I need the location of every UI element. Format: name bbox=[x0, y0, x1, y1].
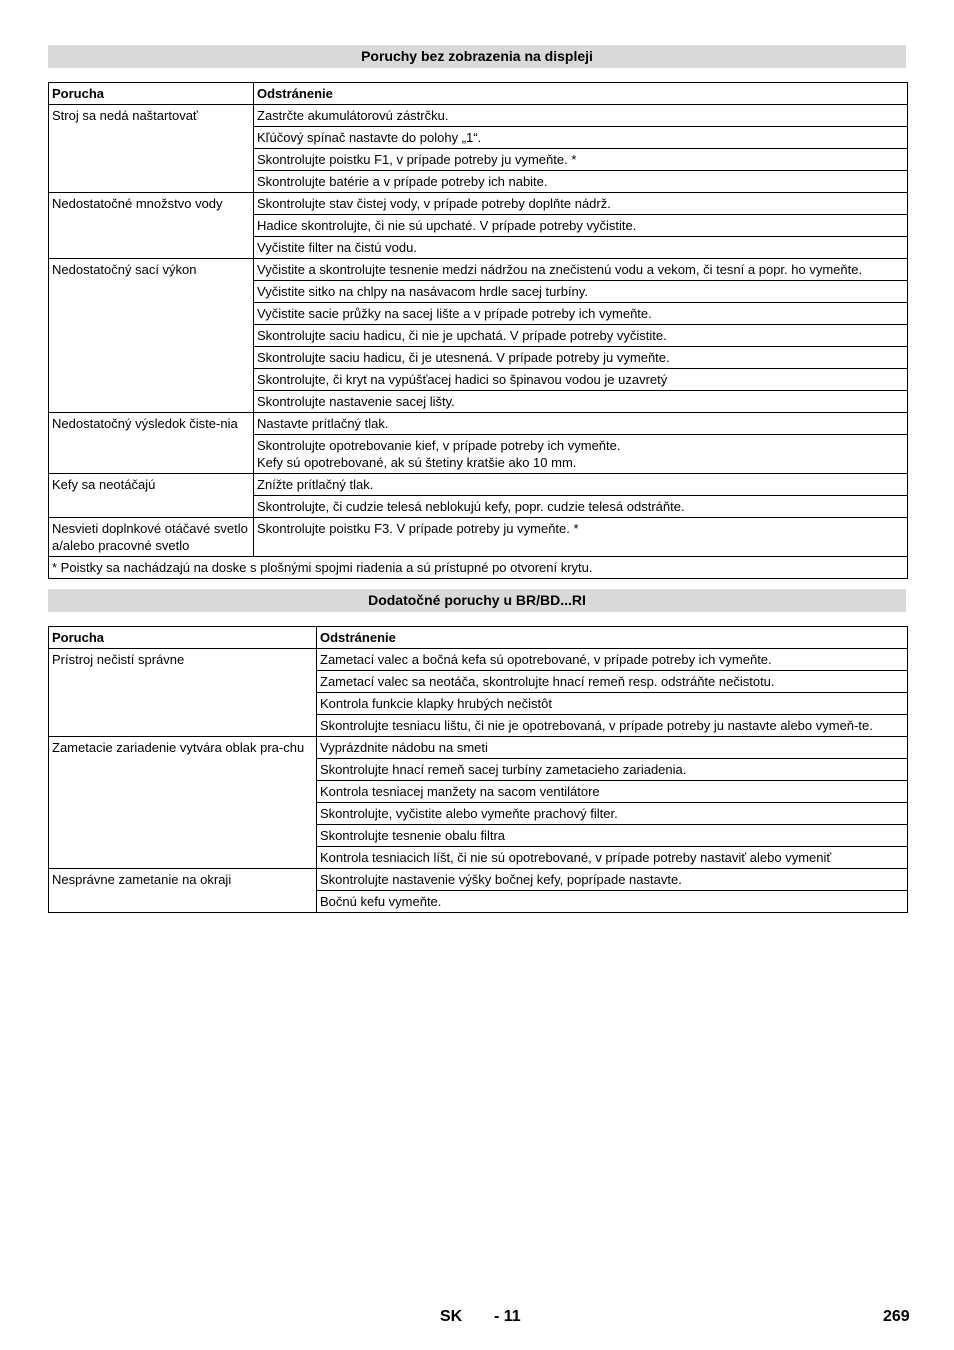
remedy-cell: Skontrolujte tesnenie obalu filtra bbox=[317, 825, 908, 847]
footer-page-number: 269 bbox=[883, 1308, 910, 1325]
remedy-cell: Kontrola funkcie klapky hrubých nečistôt bbox=[317, 693, 908, 715]
remedy-cell: Skontrolujte, či kryt na vypúšťacej hadici so špinavou vodou je uzavretý bbox=[254, 369, 908, 391]
section-title-additional-faults: Dodatočné poruchy u BR/BD...RI bbox=[48, 589, 906, 612]
remedy-cell: Skontrolujte, či cudzie telesá neblokujú kefy, popr. cudzie telesá odstráňte. bbox=[254, 496, 908, 518]
table-row bbox=[49, 869, 908, 891]
remedy-cell: Vyčistite sitko na chlpy na nasávacom hrdle sacej turbíny. bbox=[254, 281, 908, 303]
remedy-cell: Skontrolujte tesniacu lištu, či nie je opotrebovaná, v prípade potreby ju nastavte alebo vymeň-te. bbox=[317, 715, 908, 737]
fault-cell: Nedostatočný sací výkon bbox=[49, 259, 254, 413]
remedy-cell: Zastrčte akumulátorovú zástrčku. bbox=[254, 105, 908, 127]
fault-cell: Nedostatočný výsledok čiste-nia bbox=[49, 413, 254, 474]
column-header-fault: Porucha bbox=[49, 627, 317, 649]
fault-cell: Nedostatočné množstvo vody bbox=[49, 193, 254, 259]
faults-table-no-display bbox=[48, 82, 908, 579]
table-row bbox=[49, 474, 908, 496]
remedy-cell: Vyčistite sacie průžky na sacej lište a v prípade potreby ich vymeňte. bbox=[254, 303, 908, 325]
fault-cell: Prístroj nečistí správne bbox=[49, 649, 317, 737]
fault-cell: Kefy sa neotáčajú bbox=[49, 474, 254, 518]
remedy-cell: Skontrolujte stav čistej vody, v prípade potreby doplňte nádrž. bbox=[254, 193, 908, 215]
table-row bbox=[49, 105, 908, 127]
remedy-cell: Hadice skontrolujte, či nie sú upchaté. V prípade potreby vyčistite. bbox=[254, 215, 908, 237]
remedy-cell: Skontrolujte opotrebovanie kief, v prípade potreby ich vymeňte. Kefy sú opotrebované, ak sú štetiny kratšie ako 10 mm. bbox=[254, 435, 908, 474]
remedy-cell: Zametací valec a bočná kefa sú opotrebované, v prípade potreby ich vymeňte. bbox=[317, 649, 908, 671]
remedy-cell: Zametací valec sa neotáča, skontrolujte hnací remeň resp. odstráňte nečistotu. bbox=[317, 671, 908, 693]
remedy-cell: Skontrolujte nastavenie výšky bočnej kefy, poprípade nastavte. bbox=[317, 869, 908, 891]
remedy-cell: Bočnú kefu vymeňte. bbox=[317, 891, 908, 913]
table-row bbox=[49, 413, 908, 435]
table-row bbox=[49, 193, 908, 215]
remedy-cell: Kľúčový spínač nastavte do polohy „1“. bbox=[254, 127, 908, 149]
remedy-cell: Skontrolujte nastavenie sacej lišty. bbox=[254, 391, 908, 413]
remedy-cell: Kontrola tesniacich líšt, či nie sú opotrebované, v prípade potreby nastaviť alebo vymeniť bbox=[317, 847, 908, 869]
table-header-row bbox=[49, 627, 908, 649]
remedy-cell: Vyčistite filter na čistú vodu. bbox=[254, 237, 908, 259]
footer-sub-page: - 11 bbox=[494, 1308, 521, 1325]
table-row bbox=[49, 518, 908, 557]
footer-language: SK bbox=[440, 1308, 463, 1325]
remedy-cell: Vyprázdnite nádobu na smeti bbox=[317, 737, 908, 759]
fault-cell: Nesprávne zametanie na okraji bbox=[49, 869, 317, 913]
remedy-cell: Vyčistite a skontrolujte tesnenie medzi nádržou na znečistenú vodu a vekom, či tesní a popr. ho vymeňte. bbox=[254, 259, 908, 281]
remedy-cell: Skontrolujte saciu hadicu, či nie je upchatá. V prípade potreby vyčistite. bbox=[254, 325, 908, 347]
remedy-cell: Skontrolujte, vyčistite alebo vymeňte prachový filter. bbox=[317, 803, 908, 825]
remedy-cell: Skontrolujte saciu hadicu, či je utesnená. V prípade potreby ju vymeňte. bbox=[254, 347, 908, 369]
remedy-cell: Skontrolujte poistku F1, v prípade potreby ju vymeňte. * bbox=[254, 149, 908, 171]
faults-table-additional bbox=[48, 626, 908, 913]
column-header-remedy: Odstránenie bbox=[317, 627, 908, 649]
footnote: * Poistky sa nachádzajú na doske s plošnými spojmi riadenia a sú prístupné po otvorení krytu. bbox=[49, 557, 908, 579]
remedy-cell: Znížte prítlačný tlak. bbox=[254, 474, 908, 496]
remedy-cell: Skontrolujte batérie a v prípade potreby ich nabite. bbox=[254, 171, 908, 193]
table-row bbox=[49, 649, 908, 671]
remedy-cell: Nastavte prítlačný tlak. bbox=[254, 413, 908, 435]
footnote-row bbox=[49, 557, 908, 579]
remedy-cell: Skontrolujte hnací remeň sacej turbíny zametacieho zariadenia. bbox=[317, 759, 908, 781]
table-row bbox=[49, 737, 908, 759]
column-header-remedy: Odstránenie bbox=[254, 83, 908, 105]
fault-cell: Stroj sa nedá naštartovať bbox=[49, 105, 254, 193]
remedy-cell: Skontrolujte poistku F3. V prípade potreby ju vymeňte. * bbox=[254, 518, 908, 557]
fault-cell: Zametacie zariadenie vytvára oblak pra-chu bbox=[49, 737, 317, 869]
table-header-row bbox=[49, 83, 908, 105]
section-title-faults-no-display: Poruchy bez zobrazenia na displeji bbox=[48, 45, 906, 68]
remedy-cell: Kontrola tesniacej manžety na sacom ventilátore bbox=[317, 781, 908, 803]
table-row bbox=[49, 259, 908, 281]
fault-cell: Nesvieti doplnkové otáčavé svetlo a/alebo pracovné svetlo bbox=[49, 518, 254, 557]
column-header-fault: Porucha bbox=[49, 83, 254, 105]
